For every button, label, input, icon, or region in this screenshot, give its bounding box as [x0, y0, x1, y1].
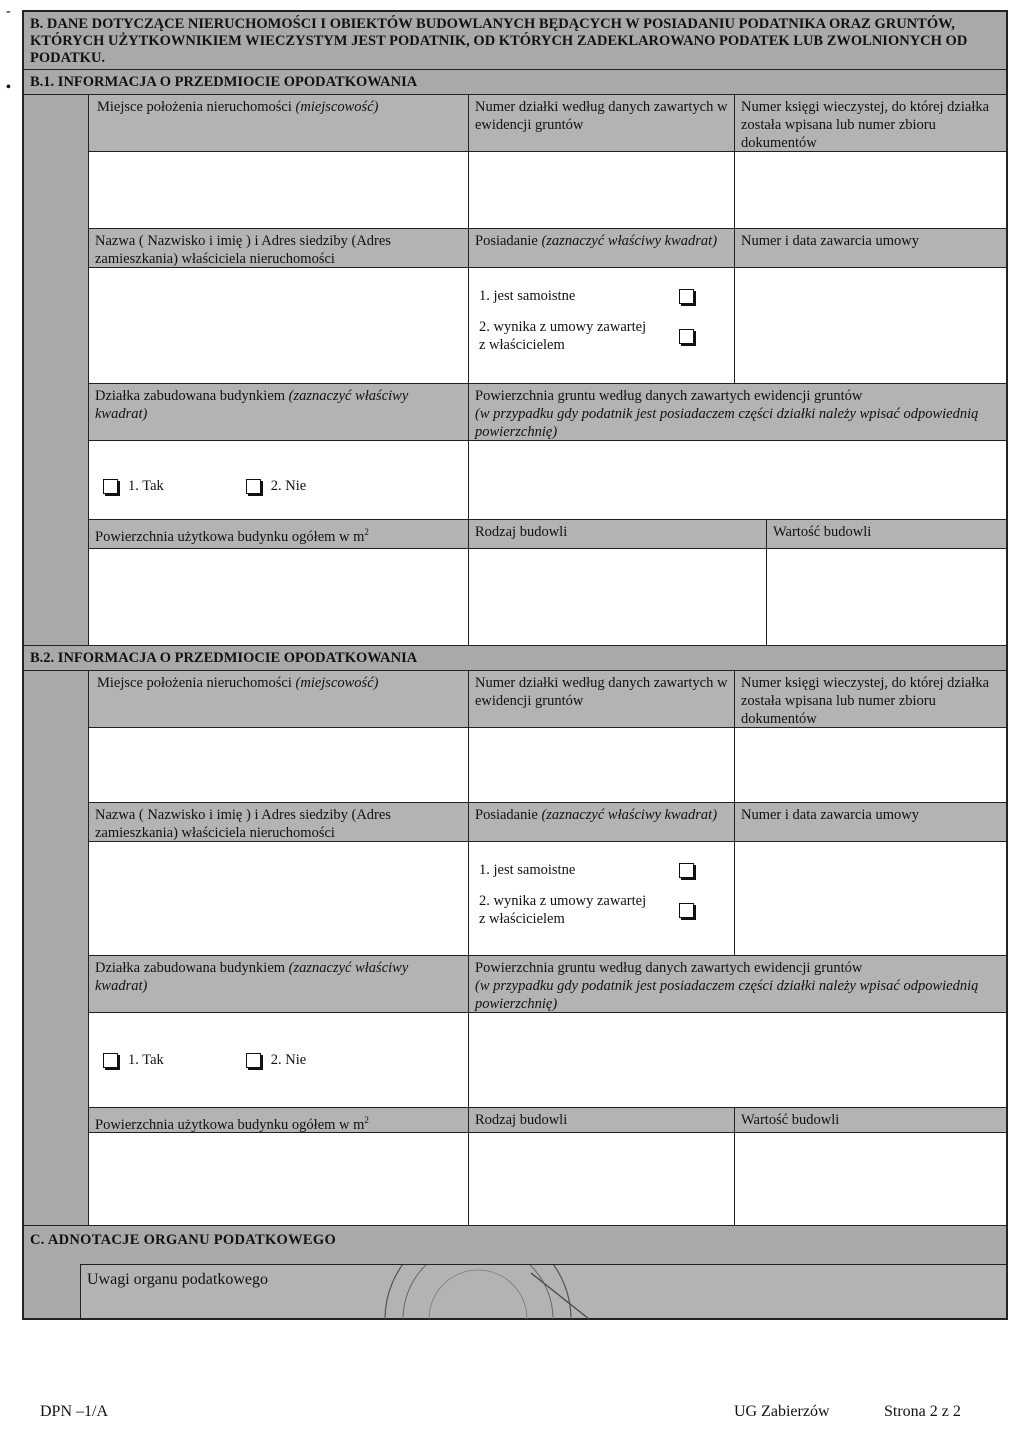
location-field[interactable]: [89, 728, 469, 802]
checkbox[interactable]: [679, 863, 694, 878]
checkbox-yes[interactable]: [103, 1053, 118, 1068]
page-number: Strona 2 z 2: [884, 1403, 961, 1420]
usable-area-field[interactable]: [89, 549, 469, 645]
structure-value-label: Wartość budowli: [735, 1108, 1006, 1132]
structure-value-field[interactable]: [767, 549, 1006, 645]
structure-value-label: Wartość budowli: [767, 520, 1006, 548]
contract-label: Numer i data zawarcia umowy: [735, 803, 1006, 841]
usable-area-label: Powierzchnia użytkowa budynku ogółem w $m^2$: [89, 520, 469, 548]
area-label: Powierzchnia gruntu według danych zawartych ewidencji gruntów (w przypadku gdy podatnik jest posiadaczem części działki należy wpisać odpowiednią powierzchnię): [469, 384, 1006, 440]
remarks-label: Uwagi organu podatkowego: [87, 1271, 268, 1288]
checkbox[interactable]: [679, 289, 694, 304]
section-b-title: B. DANE DOTYCZĄCE NIERUCHOMOŚCI I OBIEKTÓW BUDOWLANYCH BĘDĄCYCH W POSIADANIU PODATNIKA ORAZ GRUNTÓW, KTÓRYCH UŻYTKOWNIKIEM WIECZYSTYM JEST PODATNIK, OD KTÓRYCH ZADEKLAROWANO PODATEK LUB ZWOLNIONYCH OD PODATKU.: [24, 12, 1006, 70]
form-code: DPN –1/A: [40, 1403, 109, 1420]
possession-label: Posiadanie (zaznaczyć właściwy kwadrat): [469, 229, 734, 267]
subsection-title: B.1. INFORMACJA O PRZEDMIOCIE OPODATKOWANIA: [24, 70, 1006, 95]
register-field[interactable]: [735, 152, 1006, 228]
parcel-label: Numer działki według danych zawartych w ewidencji gruntów: [469, 95, 735, 151]
structure-type-field[interactable]: [469, 1133, 735, 1225]
built-options: 1. Tak 2. Nie: [89, 441, 468, 495]
structure-type-label: Rodzaj budowli: [469, 1108, 735, 1132]
owner-field[interactable]: [89, 267, 468, 383]
section-c-title: C. ADNOTACJE ORGANU PODATKOWEGO: [30, 1232, 337, 1248]
possession-option-independent[interactable]: 1. jest samoistne: [469, 282, 734, 310]
possession-option-contract[interactable]: 2. wynika z umowy zawartej z właścicielem: [469, 314, 734, 358]
owner-label: Nazwa ( Nazwisko i imię ) i Adres siedziby (Adres zamieszkania) właściciela nieruchomości: [89, 803, 468, 841]
owner-field[interactable]: [89, 841, 468, 955]
margin-mark: -: [6, 4, 11, 19]
parcel-label: Numer działki według danych zawartych w ewidencji gruntów: [469, 671, 735, 727]
owner-label: Nazwa ( Nazwisko i imię ) i Adres siedziby (Adres zamieszkania) właściciela nieruchomości: [89, 229, 468, 267]
location-field[interactable]: [89, 152, 469, 228]
area-field[interactable]: [469, 441, 1006, 519]
parcel-field[interactable]: [469, 728, 735, 802]
register-label: Numer księgi wieczystej, do której działka została wpisana lub numer zbioru dokumentów: [735, 671, 1006, 727]
checkbox[interactable]: [679, 329, 694, 344]
office-name: UG Zabierzów: [734, 1403, 830, 1420]
office-stamp-icon: [381, 1265, 591, 1319]
contract-label: Numer i data zawarcia umowy: [735, 229, 1006, 267]
possession-option-independent[interactable]: 1. jest samoistne: [469, 856, 734, 884]
subsection-b1: [24, 70, 1006, 646]
built-label: Działka zabudowana budynkiem (zaznaczyć właściwy kwadrat): [89, 956, 469, 1012]
margin-mark: •: [6, 80, 11, 95]
checkbox-yes[interactable]: [103, 479, 118, 494]
structure-type-field[interactable]: [469, 549, 767, 645]
built-label: Działka zabudowana budynkiem (zaznaczyć właściwy kwadrat): [89, 384, 469, 440]
subsection-title: B.2. INFORMACJA O PRZEDMIOCIE OPODATKOWANIA: [24, 646, 1006, 671]
location-label: Miejsce położenia nieruchomości (miejscowość): [89, 671, 469, 727]
usable-area-field[interactable]: [89, 1133, 469, 1225]
checkbox-no[interactable]: [246, 1053, 261, 1068]
subsection-b2: [24, 646, 1006, 1226]
contract-field[interactable]: [735, 267, 1006, 383]
built-options: 1. Tak 2. Nie: [89, 1013, 468, 1069]
contract-field[interactable]: [735, 841, 1006, 955]
checkbox-no[interactable]: [246, 479, 261, 494]
area-field[interactable]: [469, 1013, 1006, 1107]
remarks-field[interactable]: [80, 1264, 1006, 1318]
register-label: Numer księgi wieczystej, do której działka została wpisana lub numer zbioru dokumentów: [735, 95, 1006, 151]
property-form: [22, 10, 1008, 1320]
possession-label: Posiadanie (zaznaczyć właściwy kwadrat): [469, 803, 734, 841]
section-c: [24, 1226, 1006, 1318]
area-label: Powierzchnia gruntu według danych zawartych ewidencji gruntów (w przypadku gdy podatnik jest posiadaczem części działki należy wpisać odpowiednią powierzchnię): [469, 956, 1006, 1012]
structure-value-field[interactable]: [735, 1133, 1006, 1225]
possession-option-contract[interactable]: 2. wynika z umowy zawartej z właścicielem: [469, 888, 734, 932]
checkbox[interactable]: [679, 903, 694, 918]
parcel-field[interactable]: [469, 152, 735, 228]
structure-type-label: Rodzaj budowli: [469, 520, 767, 548]
register-field[interactable]: [735, 728, 1006, 802]
usable-area-label: Powierzchnia użytkowa budynku ogółem w $m^2$: [89, 1108, 469, 1132]
location-label: Miejsce położenia nieruchomości (miejscowość): [89, 95, 469, 151]
